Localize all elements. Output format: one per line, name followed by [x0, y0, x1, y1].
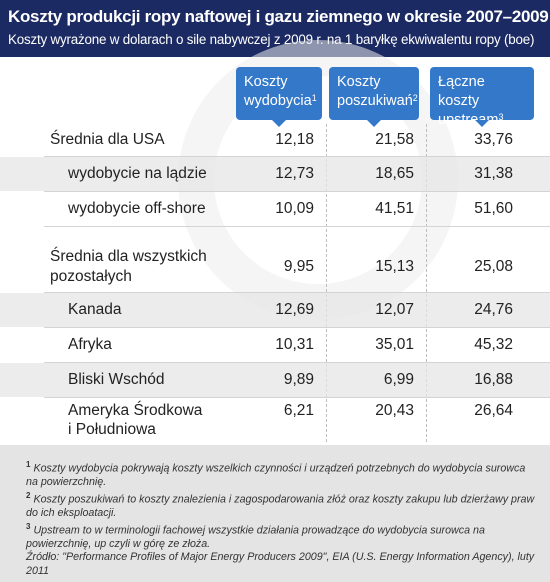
table-row [0, 122, 550, 156]
footnote-mark: 1 [26, 460, 31, 469]
cell-exploration-cost: 6,99 [383, 371, 414, 388]
table-row [0, 363, 550, 397]
cell-upstream-cost: 45,32 [474, 336, 513, 353]
cell-production-cost: 12,18 [275, 131, 314, 148]
cell-exploration-cost: 12,07 [375, 301, 414, 318]
column-header-upstream-cost [430, 67, 534, 128]
cell-upstream-cost: 24,76 [474, 301, 513, 318]
footnote-3 [26, 520, 540, 551]
cell-production-cost: 6,21 [283, 402, 314, 419]
footnote-2 [26, 489, 540, 520]
row-label: wydobycie na lądzie [68, 165, 207, 182]
row-label: Ameryka Środkowa [68, 402, 203, 419]
cell-production-cost: 10,09 [275, 200, 314, 217]
column-header-line2: upstream [438, 112, 499, 128]
row-label-continued: pozostałych [50, 268, 132, 285]
footnote-mark: 2 [412, 93, 418, 103]
table-row [0, 293, 550, 327]
footnote-text: Koszty poszukiwań to koszty znalezienia i zagospodarowania złóż oraz koszty zakupu lub dzierżawy praw do ich eksploatacji. [26, 493, 535, 520]
row-label: Kanada [68, 301, 122, 318]
cell-exploration-cost: 18,65 [375, 165, 414, 182]
cell-production-cost: 12,69 [275, 301, 314, 318]
row-label: wydobycie off-shore [68, 200, 206, 217]
row-label: Bliski Wschód [68, 371, 165, 388]
row-divider [44, 226, 550, 227]
table-row [0, 240, 550, 292]
column-header-line1: Łączne koszty [438, 74, 485, 109]
cell-upstream-cost: 16,88 [474, 371, 513, 388]
cell-exploration-cost: 35,01 [375, 336, 414, 353]
row-label: Średnia dla wszystkich [50, 248, 207, 265]
chart-title: Koszty produkcji ropy naftowej i gazu ziemnego w okresie 2007–2009 [8, 7, 549, 26]
row-label: Afryka [68, 336, 112, 353]
column-header-line2: wydobycia [244, 93, 312, 109]
row-label-continued: i Południowa [68, 421, 156, 438]
footnote-text: Upstream to w terminologii fachowej wszystkie działania prowadzące do wydobycia surowca na powierzchnię, up czyli w górę ze złoża. [26, 524, 485, 551]
cell-production-cost: 9,95 [283, 258, 314, 275]
cell-exploration-cost: 15,13 [375, 258, 414, 275]
footnote-text: Koszty wydobycia pokrywają koszty wszelkich czynności i urządzeń potrzebnych do wydobycia surowca na powierzchnię. [26, 462, 526, 488]
footnote-1 [26, 458, 540, 489]
cell-production-cost: 9,89 [283, 371, 314, 388]
footnote-mark: 2 [26, 491, 31, 501]
chart-subtitle: Koszty wyrażone w dolarach o sile nabywczej z 2009 r. na 1 baryłkę ekwiwalentu ropy (boe) [8, 32, 535, 47]
cell-exploration-cost: 41,51 [375, 200, 414, 217]
table-row [0, 398, 550, 442]
column-header-line1: Koszty [337, 74, 381, 90]
cell-upstream-cost: 31,38 [474, 165, 513, 182]
footnote-mark: 1 [311, 93, 317, 103]
column-header-exploration-cost [329, 67, 419, 120]
table-row [0, 328, 550, 362]
cell-production-cost: 10,31 [275, 336, 314, 353]
column-header-line1: Koszty [244, 74, 288, 90]
column-header-production-cost [236, 67, 322, 120]
table-row [0, 192, 550, 226]
cell-upstream-cost: 26,64 [474, 402, 513, 419]
row-label: Średnia dla USA [50, 131, 165, 148]
footnote-mark: 3 [26, 522, 31, 532]
cell-upstream-cost: 25,08 [474, 258, 513, 275]
cell-exploration-cost: 20,43 [375, 402, 414, 419]
cell-upstream-cost: 51,60 [474, 200, 513, 217]
source-note: Źródło: "Performance Profiles of Major Energy Producers 2009", EIA (U.S. Energy Information Agency), luty 2011 [26, 551, 535, 577]
footnotes-panel [0, 445, 550, 582]
cell-production-cost: 12,73 [275, 165, 314, 182]
cell-exploration-cost: 21,58 [375, 131, 414, 148]
cell-upstream-cost: 33,76 [474, 131, 513, 148]
footnote-mark: 3 [498, 112, 504, 122]
table-row [0, 157, 550, 191]
column-header-line2: poszukiwań [337, 93, 413, 109]
